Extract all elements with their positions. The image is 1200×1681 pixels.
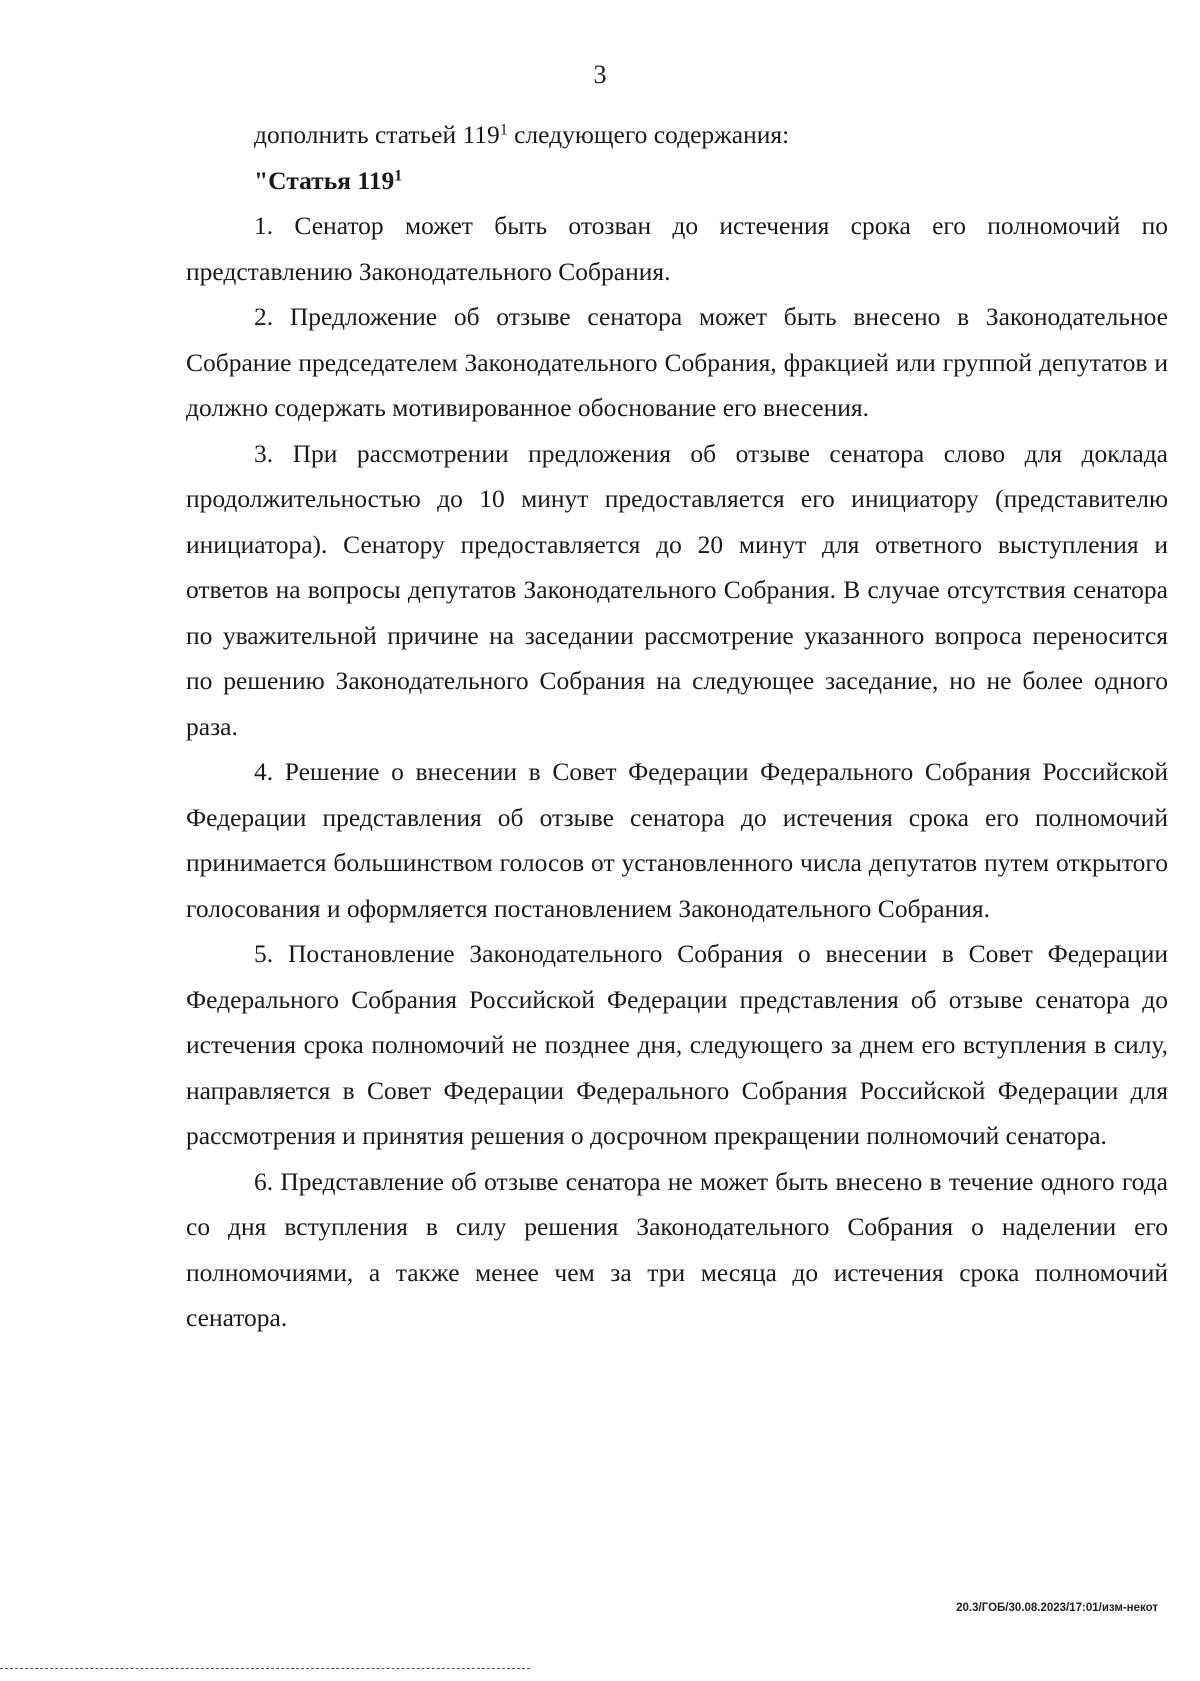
article-paragraph-3: 3. При рассмотрении предложения об отзыве сенатора слово для доклада продолжительностью до 10 минут предоставляется его инициатору (представителю инициатора). Сенатору предоставляется до 20 минут для ответного выступления и ответов на вопросы депутатов Законодательного Собрания. В случае отсутствия сенатора по уважительной причине на заседании рассмотрение указанного вопроса переносится по решению Законодательного Собрания на следующее заседание, но не более одного раза. (186, 438, 1168, 741)
article-paragraph-4: 4. Решение о внесении в Совет Федерации Федерального Собрания Российской Федерации представления об отзыве сенатора до истечения срока его полномочий принимается большинством голосов от установленного числа депутатов путем открытого голосования и оформляется постановлением Законодательного Собрания. (186, 757, 1168, 923)
lead-text-before: дополнить статьей 119 (254, 120, 500, 149)
lead-superscript: 1 (499, 121, 508, 139)
article-title-superscript: 1 (394, 166, 403, 184)
article-paragraph-6: 6. Представление об отзыве сенатора не может быть внесено в течение одного года со дня вступления в силу решения Законодательного Собрания о наделении его полномочиями, а также менее чем за три месяца до истечения срока полномочий сенатора. (186, 1166, 1168, 1332)
page-number: 3 (593, 60, 607, 89)
article-title-text: "Статья 119 (254, 165, 395, 195)
amendment-lead (186, 112, 1168, 158)
document-footer-code: 20.3/ГОБ/30.08.2023/17:01/изм-некот (956, 1602, 1158, 1614)
article-paragraph-5: 5. Постановление Законодательного Собрания о внесении в Совет Федерации Федерального Собрания Российской Федерации представления об отзыве сенатора до истечения срока полномочий не позднее дня, следующего за днем его вступления в силу, направляется в Совет Федерации Федерального Собрания Российской Федерации для рассмотрения и принятия решения о досрочном прекращении полномочий сенатора. (186, 939, 1168, 1150)
article-title (186, 158, 1168, 204)
article-paragraph-2: 2. Предложение об отзыве сенатора может быть внесено в Законодательное Собрание председателем Законодательного Собрания, фракцией или группой депутатов и должно содержать мотивированное обоснование его внесения. (186, 302, 1168, 422)
article-paragraph-1: 1. Сенатор может быть отозван до истечения срока его полномочий по представлению Законодательного Собрания. (186, 211, 1168, 286)
lead-text-after: следующего содержания: (507, 120, 790, 149)
document-body (186, 112, 1168, 1341)
scan-bottom-line (0, 1668, 530, 1669)
